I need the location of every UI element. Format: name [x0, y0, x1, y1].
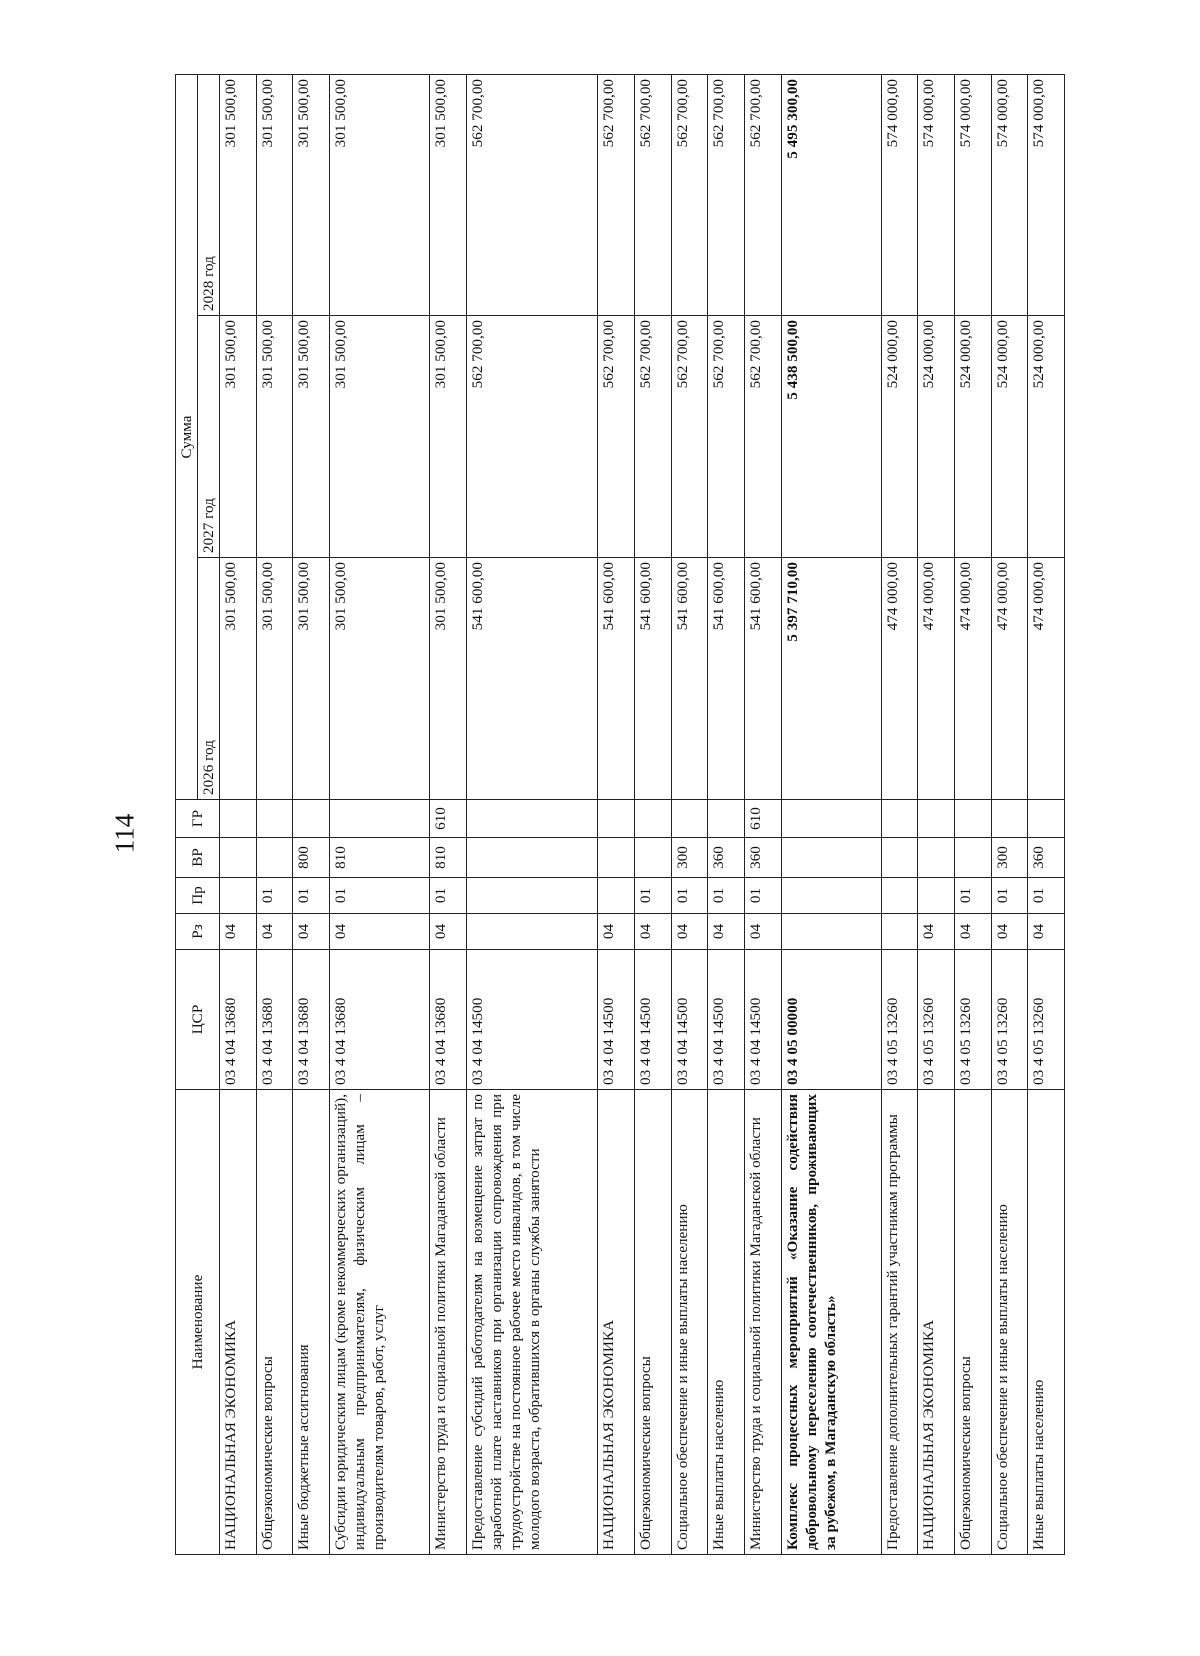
row-name: Министерство труда и социальной политики Магаданской области	[744, 1090, 781, 1555]
row-csr: 03 4 04 14500	[744, 950, 781, 1090]
row-sum-2027: 301 500,00	[329, 316, 429, 558]
row-rz: 04	[1028, 914, 1065, 950]
row-csr: 03 4 04 14500	[671, 950, 708, 1090]
row-pr: 01	[708, 878, 745, 914]
row-gr	[781, 800, 881, 838]
row-sum-2026: 5 397 710,00	[781, 558, 881, 800]
row-pr: 01	[954, 878, 991, 914]
row-name: Социальное обеспечение и иные выплаты населению	[991, 1090, 1028, 1555]
table-row	[781, 74, 881, 1554]
row-sum-2028: 562 700,00	[708, 74, 745, 315]
row-sum-2028: 562 700,00	[466, 74, 598, 315]
row-name: Министерство труда и социальной политики Магаданской области	[429, 1090, 466, 1555]
row-csr: 03 4 04 14500	[466, 950, 598, 1090]
row-sum-2026: 541 600,00	[744, 558, 781, 800]
row-vr	[881, 838, 918, 878]
header-vr: ВР	[176, 838, 220, 878]
row-sum-2026: 301 500,00	[429, 558, 466, 800]
row-gr	[991, 800, 1028, 838]
header-pr: Пр	[176, 878, 220, 914]
row-rz: 04	[708, 914, 745, 950]
row-sum-2026: 541 600,00	[671, 558, 708, 800]
row-gr	[918, 800, 955, 838]
row-csr: 03 4 05 13260	[881, 950, 918, 1090]
row-sum-2026: 301 500,00	[256, 558, 293, 800]
table-row	[954, 74, 991, 1554]
row-sum-2027: 562 700,00	[708, 316, 745, 558]
table-row	[671, 74, 708, 1554]
table-row	[991, 74, 1028, 1554]
row-vr	[220, 838, 257, 878]
row-pr	[220, 878, 257, 914]
table-row	[634, 74, 671, 1554]
row-sum-2028: 301 500,00	[429, 74, 466, 315]
row-rz: 04	[220, 914, 257, 950]
row-rz	[881, 914, 918, 950]
row-sum-2026: 474 000,00	[881, 558, 918, 800]
row-sum-2028: 562 700,00	[671, 74, 708, 315]
header-2028: 2028 год	[198, 74, 220, 315]
row-pr: 01	[1028, 878, 1065, 914]
row-pr	[881, 878, 918, 914]
row-vr: 810	[329, 838, 429, 878]
header-name: Наименование	[176, 1090, 220, 1555]
row-pr: 01	[634, 878, 671, 914]
row-sum-2028: 574 000,00	[1028, 74, 1065, 315]
row-sum-2028: 301 500,00	[220, 74, 257, 315]
row-csr: 03 4 04 13680	[329, 950, 429, 1090]
row-pr: 01	[744, 878, 781, 914]
row-name: Субсидии юридическим лицам (кроме некоммерческих организаций), индивидуальным предпринимателям, физическим лицам – производителям товаров, работ, услуг	[329, 1090, 429, 1555]
table-row	[329, 74, 429, 1554]
header-sum: Сумма	[176, 74, 198, 799]
row-sum-2026: 301 500,00	[220, 558, 257, 800]
header-2026: 2026 год	[198, 558, 220, 800]
row-sum-2028: 301 500,00	[293, 74, 330, 315]
header-rz: Рз	[176, 914, 220, 950]
row-pr: 01	[429, 878, 466, 914]
row-gr	[220, 800, 257, 838]
row-sum-2028: 562 700,00	[634, 74, 671, 315]
budget-table-rotated	[175, 75, 1065, 1555]
row-pr	[781, 878, 881, 914]
row-rz: 04	[918, 914, 955, 950]
row-name: Общеэкономические вопросы	[634, 1090, 671, 1555]
row-sum-2026: 301 500,00	[329, 558, 429, 800]
row-gr	[256, 800, 293, 838]
row-sum-2027: 562 700,00	[466, 316, 598, 558]
row-sum-2026: 301 500,00	[293, 558, 330, 800]
row-pr: 01	[671, 878, 708, 914]
table-row	[708, 74, 745, 1554]
row-name: Социальное обеспечение и иные выплаты населению	[671, 1090, 708, 1555]
row-csr: 03 4 05 13260	[918, 950, 955, 1090]
row-rz: 04	[671, 914, 708, 950]
row-gr	[466, 800, 598, 838]
row-rz: 04	[329, 914, 429, 950]
table-row	[1028, 74, 1065, 1554]
row-vr: 360	[744, 838, 781, 878]
row-sum-2026: 474 000,00	[991, 558, 1028, 800]
row-sum-2027: 562 700,00	[671, 316, 708, 558]
row-vr: 800	[293, 838, 330, 878]
row-rz	[466, 914, 598, 950]
row-name: НАЦИОНАЛЬНАЯ ЭКОНОМИКА	[220, 1090, 257, 1555]
row-csr: 03 4 05 13260	[991, 950, 1028, 1090]
row-vr	[256, 838, 293, 878]
table-row	[220, 74, 257, 1554]
row-name: Предоставление субсидий работодателям на возмещение затрат по заработной плате наставников при организации сопровождения при трудоустройстве на постоянное рабочее место инвалидов, в том числе молодого возраста, обратившихся в органы службы занятости	[466, 1090, 598, 1555]
row-sum-2027: 524 000,00	[1028, 316, 1065, 558]
table-row	[466, 74, 598, 1554]
row-gr	[708, 800, 745, 838]
row-sum-2027: 301 500,00	[293, 316, 330, 558]
row-pr: 01	[991, 878, 1028, 914]
row-name: НАЦИОНАЛЬНАЯ ЭКОНОМИКА	[598, 1090, 635, 1555]
row-rz: 04	[634, 914, 671, 950]
row-csr: 03 4 04 14500	[598, 950, 635, 1090]
row-rz	[781, 914, 881, 950]
row-sum-2027: 562 700,00	[598, 316, 635, 558]
row-sum-2028: 5 495 300,00	[781, 74, 881, 315]
row-sum-2027: 5 438 500,00	[781, 316, 881, 558]
row-rz: 04	[954, 914, 991, 950]
row-name: Иные выплаты населению	[708, 1090, 745, 1555]
budget-table	[175, 74, 1065, 1555]
row-vr	[781, 838, 881, 878]
row-vr: 360	[708, 838, 745, 878]
row-name: Комплекс процессных мероприятий «Оказание содействия добровольному переселению соотечественников, проживающих за рубежом, в Магаданскую область»	[781, 1090, 881, 1555]
row-sum-2028: 574 000,00	[918, 74, 955, 315]
row-csr: 03 4 04 13680	[256, 950, 293, 1090]
row-gr	[598, 800, 635, 838]
row-name: Предоставление дополнительных гарантий участникам программы	[881, 1090, 918, 1555]
row-gr	[671, 800, 708, 838]
row-gr: 610	[744, 800, 781, 838]
row-csr: 03 4 05 00000	[781, 950, 881, 1090]
row-sum-2028: 574 000,00	[881, 74, 918, 315]
row-name: Иные бюджетные ассигнования	[293, 1090, 330, 1555]
row-sum-2027: 562 700,00	[634, 316, 671, 558]
row-sum-2028: 562 700,00	[598, 74, 635, 315]
row-csr: 03 4 04 13680	[220, 950, 257, 1090]
row-sum-2028: 301 500,00	[329, 74, 429, 315]
row-vr: 810	[429, 838, 466, 878]
row-sum-2028: 562 700,00	[744, 74, 781, 315]
row-vr	[634, 838, 671, 878]
row-rz: 04	[256, 914, 293, 950]
row-vr: 360	[1028, 838, 1065, 878]
row-sum-2027: 301 500,00	[256, 316, 293, 558]
row-sum-2027: 524 000,00	[881, 316, 918, 558]
row-rz: 04	[293, 914, 330, 950]
header-csr: ЦСР	[176, 950, 220, 1090]
row-pr: 01	[293, 878, 330, 914]
row-sum-2028: 574 000,00	[954, 74, 991, 315]
row-vr	[918, 838, 955, 878]
header-gr: ГР	[176, 800, 220, 838]
row-sum-2026: 474 000,00	[954, 558, 991, 800]
row-name: Общеэкономические вопросы	[256, 1090, 293, 1555]
row-sum-2028: 574 000,00	[991, 74, 1028, 315]
row-csr: 03 4 04 13680	[293, 950, 330, 1090]
table-row	[598, 74, 635, 1554]
row-sum-2027: 301 500,00	[220, 316, 257, 558]
row-gr	[293, 800, 330, 838]
row-sum-2026: 474 000,00	[918, 558, 955, 800]
row-pr: 01	[329, 878, 429, 914]
table-row	[918, 74, 955, 1554]
row-csr: 03 4 05 13260	[1028, 950, 1065, 1090]
row-pr	[918, 878, 955, 914]
row-csr: 03 4 04 14500	[708, 950, 745, 1090]
row-rz: 04	[744, 914, 781, 950]
row-sum-2028: 301 500,00	[256, 74, 293, 315]
row-vr: 300	[991, 838, 1028, 878]
row-name: НАЦИОНАЛЬНАЯ ЭКОНОМИКА	[918, 1090, 955, 1555]
page-number: 114	[109, 813, 140, 854]
row-vr: 300	[671, 838, 708, 878]
table-row	[293, 74, 330, 1554]
row-sum-2026: 541 600,00	[466, 558, 598, 800]
row-pr: 01	[256, 878, 293, 914]
row-rz: 04	[429, 914, 466, 950]
table-header	[176, 74, 220, 1554]
row-vr	[466, 838, 598, 878]
table-row	[744, 74, 781, 1554]
row-pr	[598, 878, 635, 914]
row-vr	[598, 838, 635, 878]
row-gr	[329, 800, 429, 838]
row-sum-2027: 301 500,00	[429, 316, 466, 558]
row-name: Иные выплаты населению	[1028, 1090, 1065, 1555]
row-csr: 03 4 05 13260	[954, 950, 991, 1090]
table-row	[256, 74, 293, 1554]
table-row	[881, 74, 918, 1554]
row-name: Общеэкономические вопросы	[954, 1090, 991, 1555]
row-sum-2026: 541 600,00	[708, 558, 745, 800]
row-vr	[954, 838, 991, 878]
row-rz: 04	[991, 914, 1028, 950]
row-sum-2027: 524 000,00	[918, 316, 955, 558]
row-sum-2026: 541 600,00	[598, 558, 635, 800]
row-sum-2026: 474 000,00	[1028, 558, 1065, 800]
row-csr: 03 4 04 14500	[634, 950, 671, 1090]
row-gr	[881, 800, 918, 838]
row-sum-2027: 562 700,00	[744, 316, 781, 558]
row-pr	[466, 878, 598, 914]
row-gr: 610	[429, 800, 466, 838]
row-sum-2027: 524 000,00	[954, 316, 991, 558]
row-rz: 04	[598, 914, 635, 950]
row-gr	[634, 800, 671, 838]
table-body	[220, 74, 1065, 1554]
header-2027: 2027 год	[198, 316, 220, 558]
row-sum-2027: 524 000,00	[991, 316, 1028, 558]
row-gr	[1028, 800, 1065, 838]
table-row	[429, 74, 466, 1554]
row-gr	[954, 800, 991, 838]
row-csr: 03 4 04 13680	[429, 950, 466, 1090]
row-sum-2026: 541 600,00	[634, 558, 671, 800]
